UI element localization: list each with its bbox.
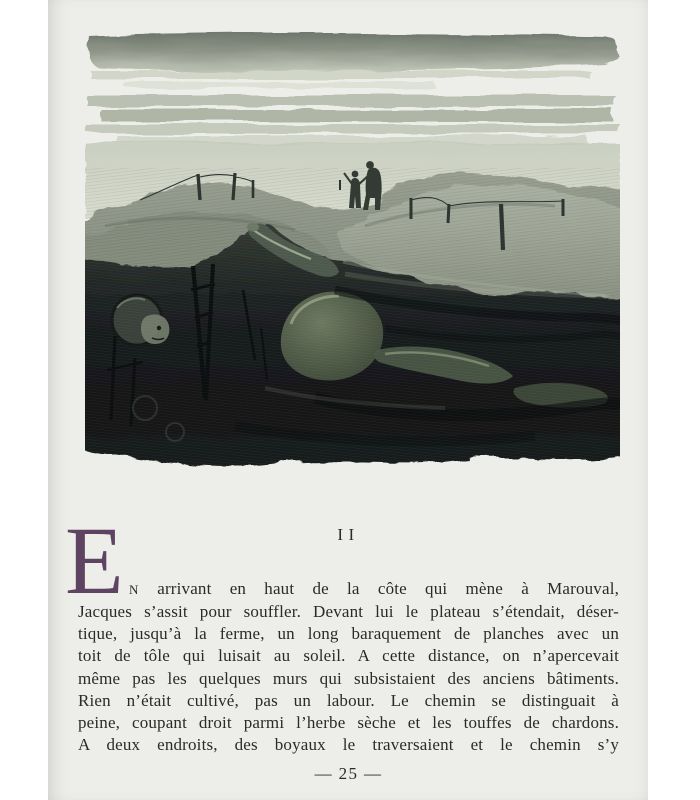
battlefield-lithograph-illustration: [85, 28, 620, 473]
text-line: Jacques s’assit pour souffler. Devant lui le plateau s’étendait, déser-: [78, 602, 619, 622]
text-line: peine, coupant droit parmi l’herbe sèche et les touffes de chardons.: [78, 712, 619, 732]
chapter-heading: II: [337, 525, 360, 544]
text-line: tique, jusqu’à la ferme, un long baraquement de planches avec un: [78, 624, 619, 644]
text-line: Rien n’était cultivé, pas un labour. Le chemin se distinguait à: [78, 690, 619, 710]
text-line: toit de tôle qui luisait au soleil. A cette distance, on n’apercevait: [78, 646, 619, 666]
text-line: A deux endroits, des boyaux le traversaient et le chemin s’y: [78, 735, 619, 755]
text-line: [129, 578, 619, 601]
page-number: — 25 —: [314, 764, 383, 783]
initial-letter: E: [65, 507, 124, 614]
text-line-rest: arrivant en haut de la côte qui mène à Marouval,: [157, 579, 620, 598]
text-line: même pas les quelques murs qui subsistaient des anciens bâtiments.: [78, 668, 619, 688]
book-page: [48, 0, 648, 800]
body-text: [78, 578, 619, 756]
dark-foreground: [85, 223, 620, 474]
small-caps-letter: N: [129, 582, 140, 597]
